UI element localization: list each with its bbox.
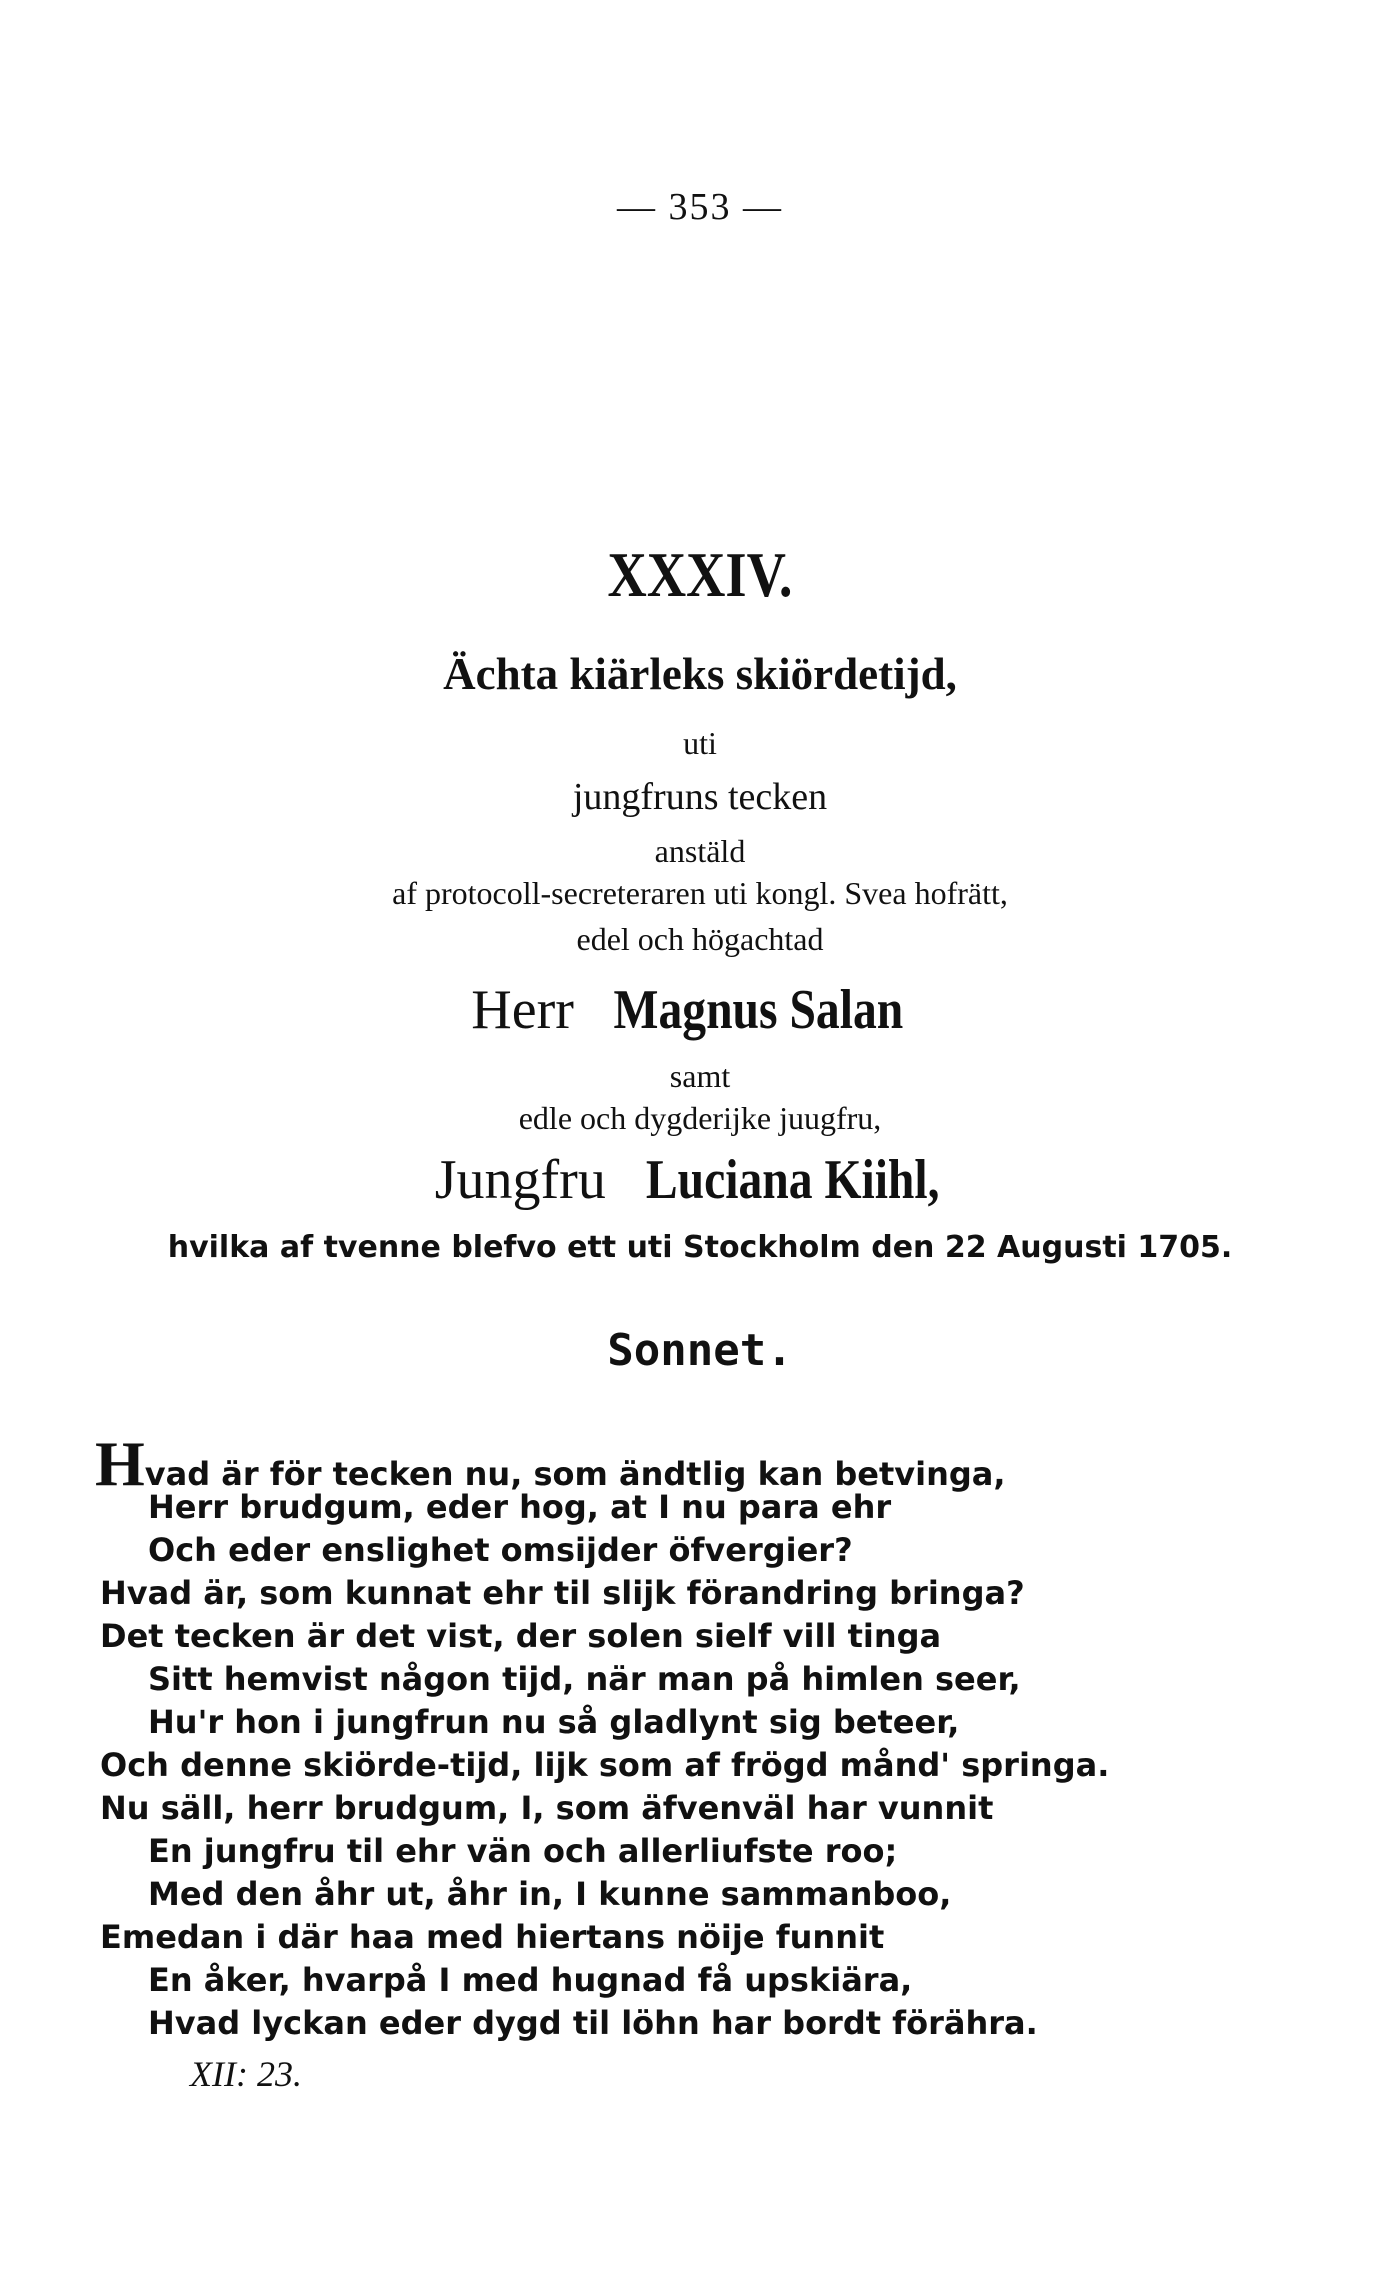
jungfru-name: Luciana Kiihl, [645, 1149, 940, 1211]
heading-af-protocoll: af protocoll-secreteraren uti kongl. Svea hofrätt, [392, 875, 1008, 911]
poem-line-8: Och denne skiörde-tijd, lijk som af frögd månd' springa. [100, 1746, 1110, 1784]
heading-jungfruns-tecken: jungfruns tecken [572, 776, 828, 818]
heading-samt: samt [669, 1058, 731, 1094]
heading-edle: edle och dygderijke juugfru, [518, 1100, 882, 1136]
poem-line-11: Med den åhr ut, åhr in, I kunne sammanboo, [148, 1875, 952, 1913]
poem-line-12: Emedan i där haa med hiertans nöije funnit [100, 1918, 885, 1956]
section-numeral: XXXIV. [607, 539, 793, 610]
sonnet-heading: Sonnet. [607, 1325, 793, 1376]
heading-herr [0, 978, 1400, 1042]
poem-line-14: Hvad lyckan eder dygd til löhn har bordt förähra. [148, 2004, 1038, 2042]
occasion-line: hvilka af tvenne blefvo ett uti Stockholm den 22 Augusti 1705. [167, 1230, 1233, 1265]
poem-line-6: Sitt hemvist någon tijd, när man på himlen seer, [148, 1660, 1021, 1698]
drop-cap: H [95, 1428, 145, 1499]
sonnet-body [0, 1428, 1400, 2042]
poem-title: Ächta kiärleks skiördetijd, [443, 649, 957, 699]
heading-edel: edel och högachtad [576, 921, 824, 957]
heading-anstald: anstäld [654, 833, 746, 869]
herr-prefix: Herr [471, 979, 574, 1041]
heading-jungfru [0, 1148, 1400, 1212]
poem-line-5: Det tecken är det vist, der solen sielf vill tinga [100, 1617, 942, 1655]
herr-name: Magnus Salan [613, 979, 904, 1041]
poem-line-9: Nu säll, herr brudgum, I, som äfvenväl har vunnit [100, 1789, 994, 1827]
heading-uti: uti [683, 725, 717, 761]
jungfru-prefix: Jungfru [434, 1149, 606, 1211]
poem-line-text: vad är för tecken nu, som ändtlig kan betvinga, [144, 1455, 1006, 1493]
poem-line-13: En åker, hvarpå I med hugnad få upskiära, [148, 1961, 913, 1999]
poem-line-1 [95, 1428, 1006, 1499]
poem-line-2: Herr brudgum, eder hog, at I nu para ehr [148, 1488, 892, 1526]
poem-line-4: Hvad är, som kunnat ehr til slijk förandring bringa? [100, 1574, 1025, 1612]
page-number: — 353 — [617, 186, 783, 228]
signature-mark: XII: 23. [190, 2054, 302, 2094]
poem-line-3: Och eder enslighet omsijder öfvergier? [148, 1531, 853, 1569]
poem-line-10: En jungfru til ehr vän och allerliufste roo; [148, 1832, 898, 1870]
poem-line-7: Hu'r hon i jungfrun nu så gladlynt sig beteer, [148, 1703, 960, 1741]
